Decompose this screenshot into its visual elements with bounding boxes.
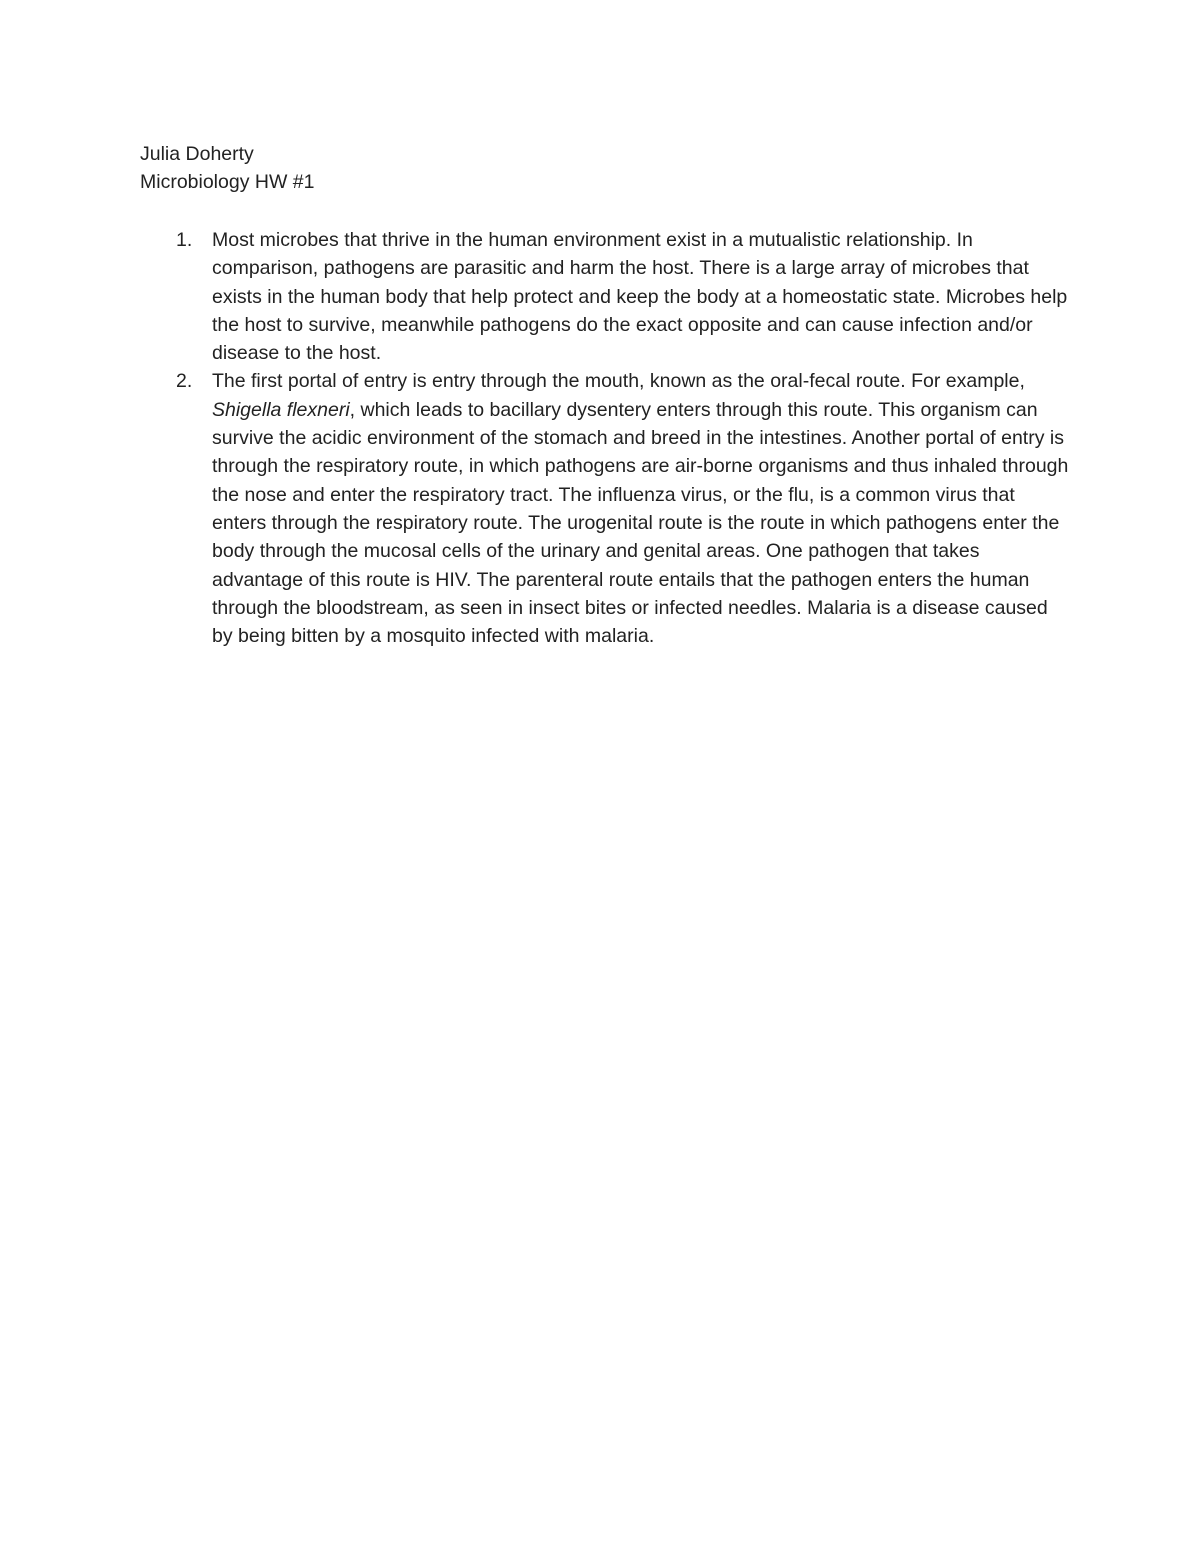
assignment-title: Microbiology HW #1 (140, 171, 315, 194)
answer-text-1: Most microbes that thrive in the human environment exist in a mutualistic relationship. In comparison, pathogens are parasitic and harm the host. There is a large array of microbes that exists in the human body that help protect and keep the body at a homeostatic state. Microbes help the host to survive, meanwhile pathogens do the exact opposite and can cause infection and/or disease to the host. (212, 229, 1068, 365)
author-name: Julia Doherty (140, 143, 254, 165)
answer-item-1 (140, 226, 1070, 367)
answer-text-2-before: The first portal of entry is entry through the mouth, known as the oral-fecal route. For example, (212, 370, 1025, 393)
answer-number-1: 1. (176, 229, 193, 251)
answers-list (140, 226, 1070, 650)
document-header (140, 140, 314, 197)
answer-text-2-after: , which leads to bacillary dysentery enters through this route. This organism can survive the acidic environment of the stomach and breed in the intestines. Another portal of entry is through the respiratory route, in which pathogens are air-borne organisms and thus inhaled through the nose and enter the respiratory tract. The influenza virus, or the flu, is a common virus that enters through the respiratory route. The urogenital route is the route in which pathogens enter the body through the mucosal cells of the urinary and genital areas. One pathogen that takes advantage of this route is HIV. The parenteral route entails that the pathogen enters the human through the bloodstream, as seen in insect bites or infected needles. Malaria is a disease caused by being bitten by a mosquito infected with malaria. (212, 398, 1069, 648)
answer-text-2 (212, 367, 1070, 650)
species-name: Shigella flexneri (212, 398, 350, 421)
answer-number-2: 2. (176, 370, 193, 393)
answer-item-2 (140, 367, 1070, 650)
